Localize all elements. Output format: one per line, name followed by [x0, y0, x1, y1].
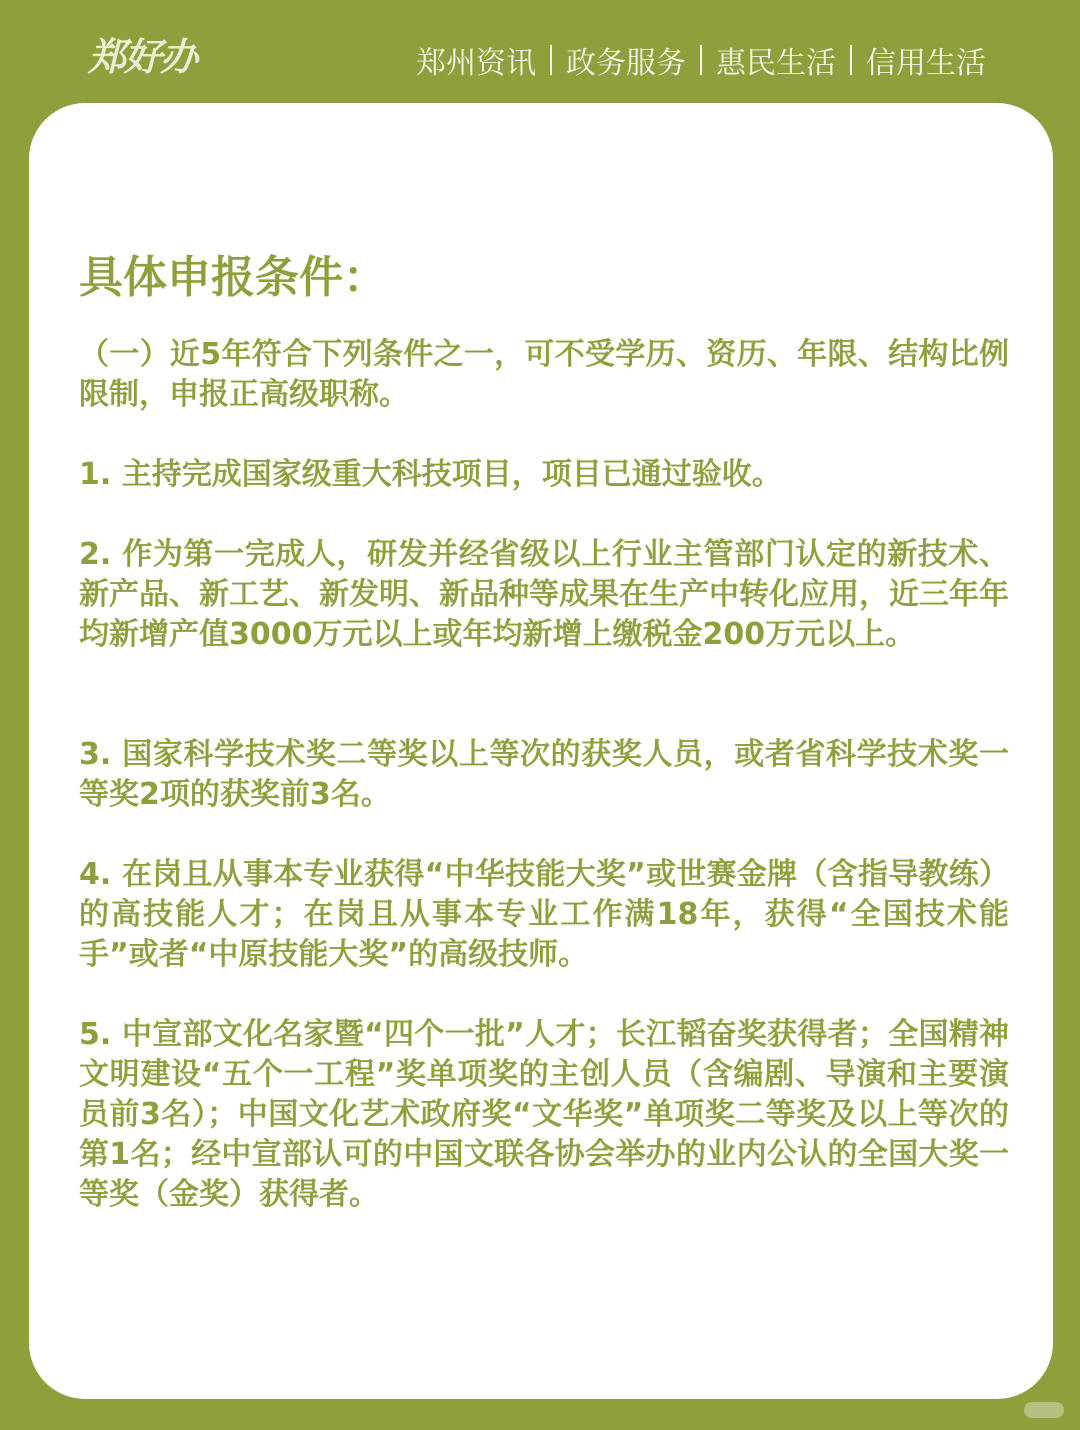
nav-item-zhengzhou-news[interactable]: 郑州资讯 — [416, 46, 536, 81]
condition-item-1: 1. 主持完成国家级重大科技项目，项目已通过验收。 — [79, 457, 782, 492]
intro-paragraph: （一）近5年符合下列条件之一，可不受学历、资历、年限、结构比例限制，申报正高级职称。 — [79, 337, 1009, 412]
condition-item-4: 4. 在岗且从事本专业获得“中华技能大奖”或世赛金牌（含指导教练）的高技能人才；在岗且从事本专业工作满18年，获得“全国技术能手”或者“中原技能大奖”的高级技师。 — [79, 857, 1009, 972]
condition-item-5: 5. 中宣部文化名家暨“四个一批”人才；长江韬奋奖获得者；全国精神文明建设“五个一工程”奖单项奖的主创人员（含编剧、导演和主要演员前3名）；中国文化艺术政府奖“文华奖”单项奖二等奖及以上等次的第1名；经中宣部认可的中国文联各协会举办的业内公认的全国大奖一等奖（金奖）获得者。 — [79, 1017, 1009, 1212]
nav-divider — [850, 45, 852, 75]
top-nav — [416, 38, 986, 82]
page-title: 具体申报条件： — [79, 252, 387, 303]
nav-item-credit-life[interactable]: 信用生活 — [866, 46, 986, 81]
condition-item-2: 2. 作为第一完成人，研发并经省级以上行业主管部门认定的新技术、新产品、新工艺、新发明、新品种等成果在生产中转化应用，近三年年均新增产值3000万元以上或年均新增上缴税金200万元以上。 — [79, 537, 1009, 652]
brand-logo: 郑好办 — [88, 34, 197, 79]
header-bar — [0, 0, 1080, 110]
nav-item-government-services[interactable]: 政务服务 — [566, 46, 686, 81]
nav-divider — [550, 45, 552, 75]
content-card — [29, 103, 1053, 1399]
nav-item-public-welfare[interactable]: 惠民生活 — [716, 46, 836, 81]
nav-divider — [700, 45, 702, 75]
condition-item-3: 3. 国家科学技术奖二等奖以上等次的获奖人员，或者省科学技术奖一等奖2项的获奖前3名。 — [79, 737, 1009, 812]
watermark-badge — [1024, 1402, 1064, 1418]
